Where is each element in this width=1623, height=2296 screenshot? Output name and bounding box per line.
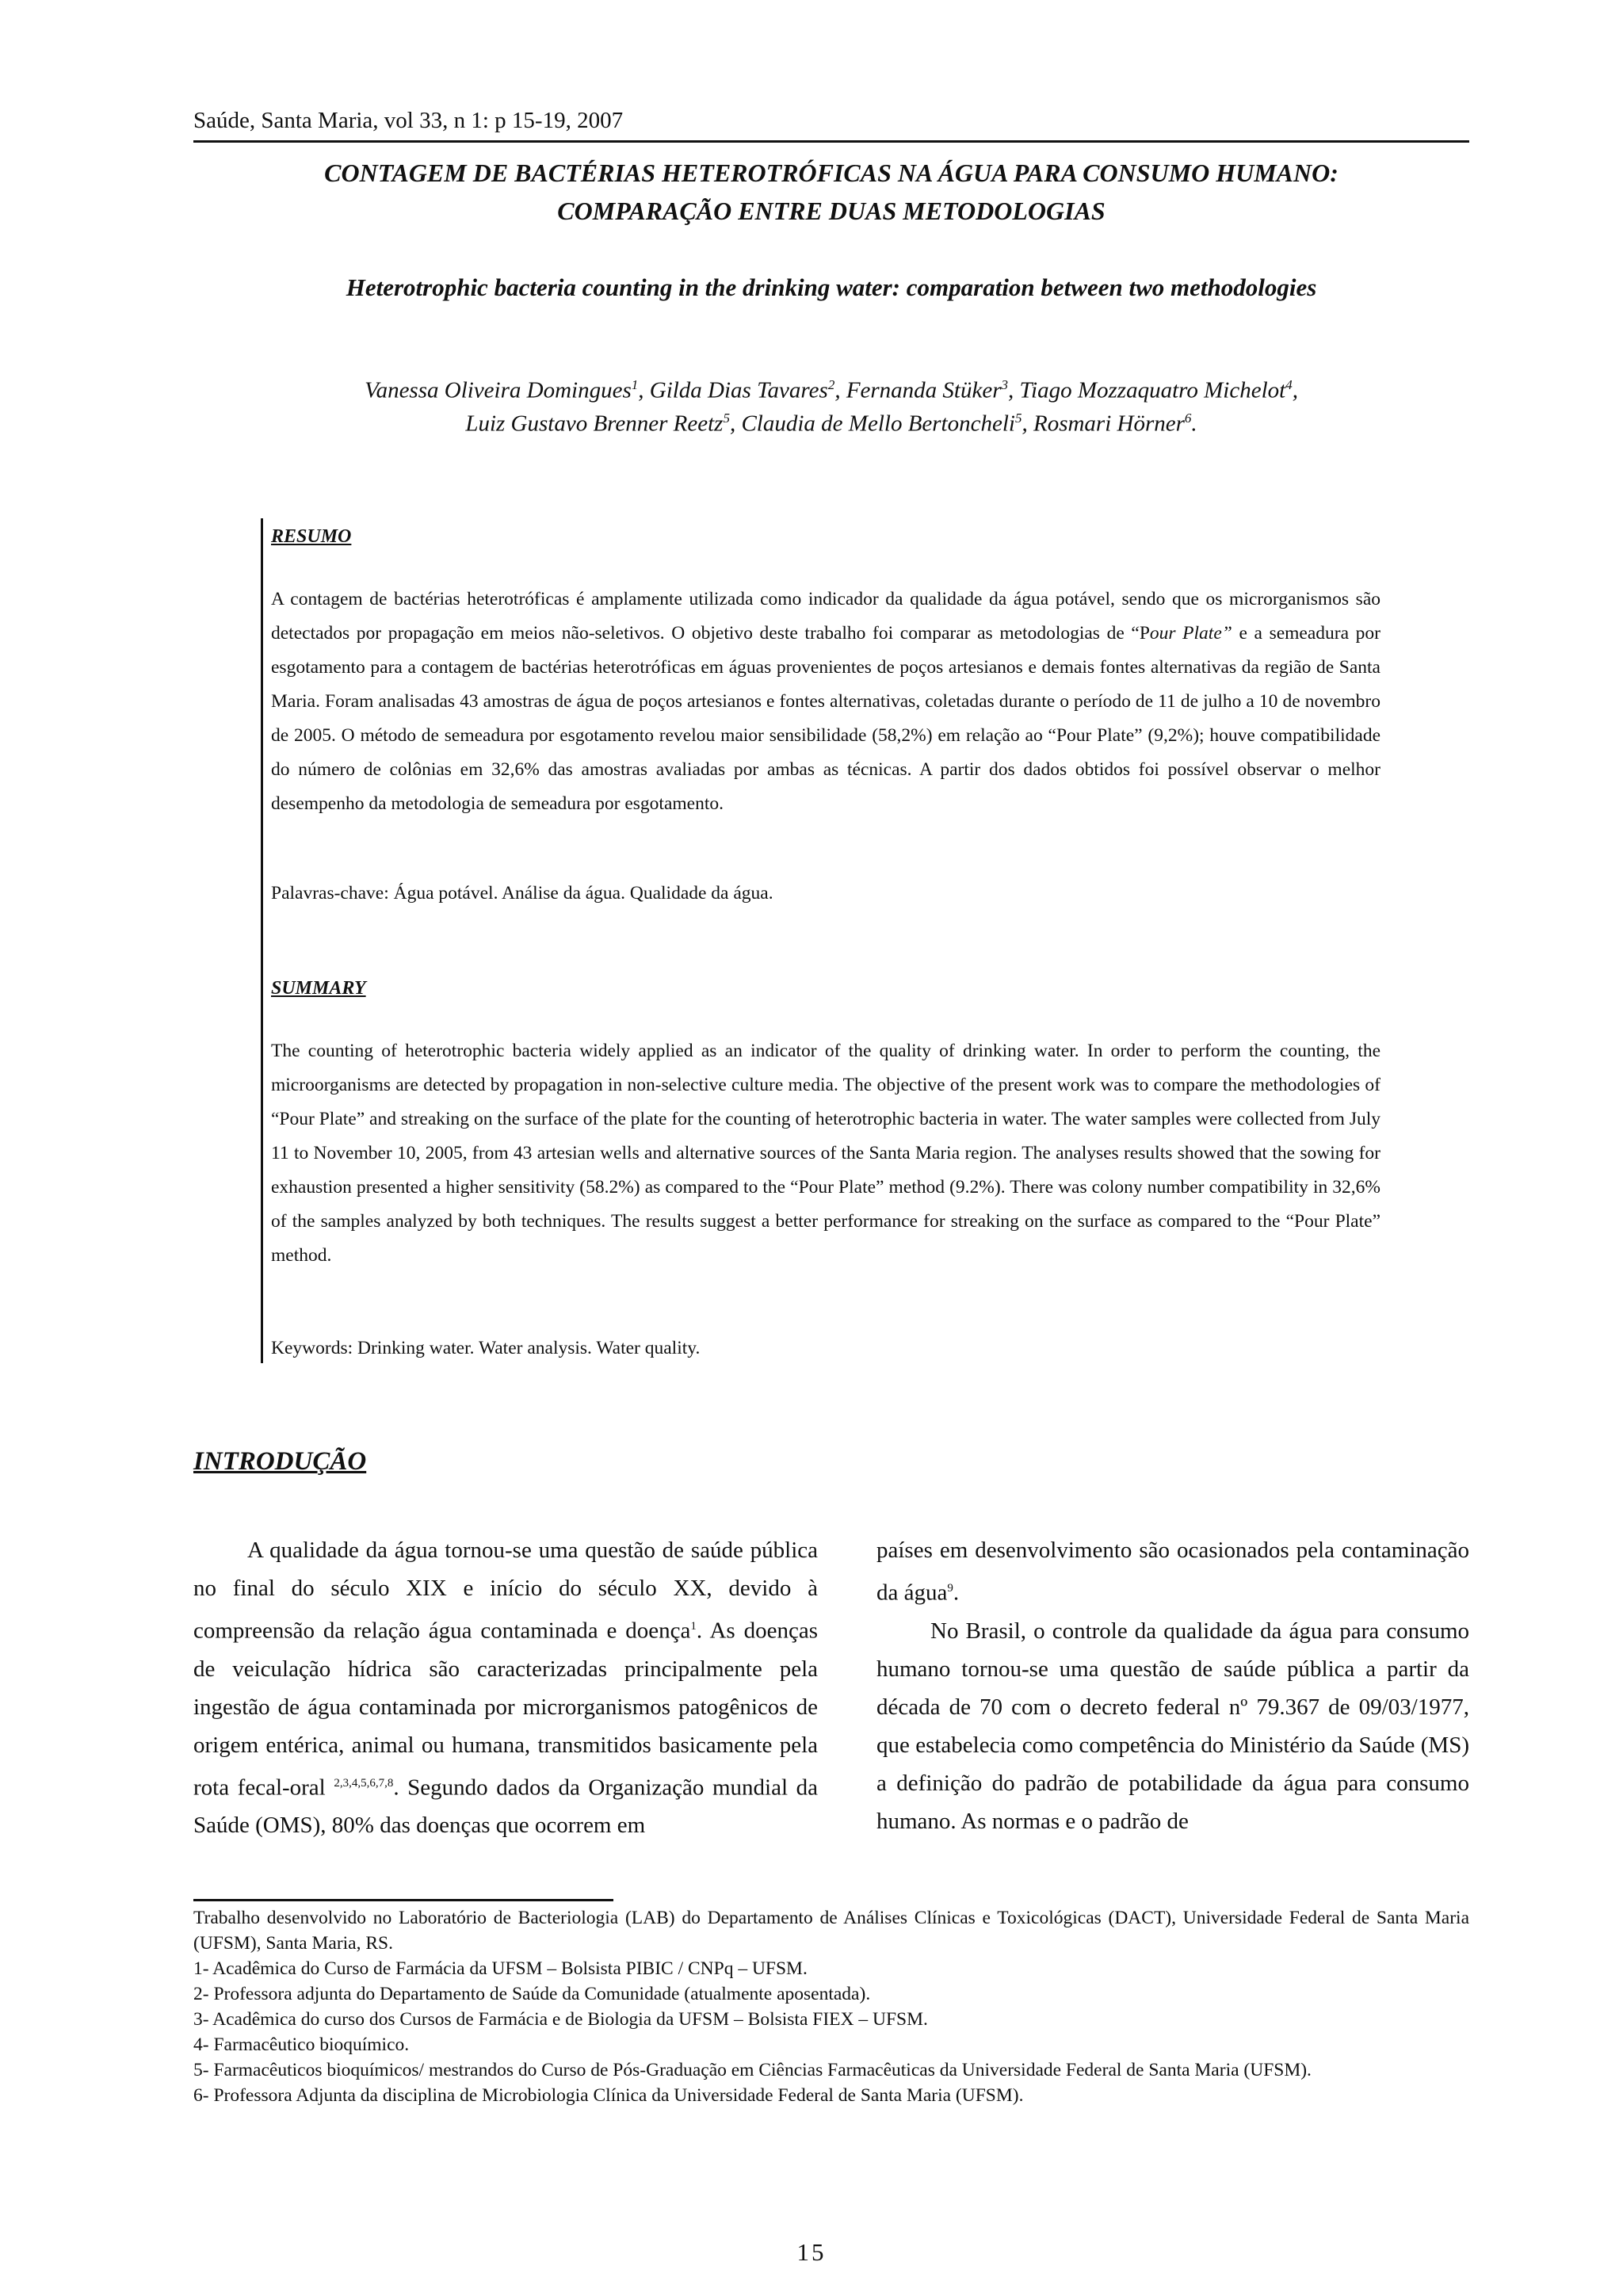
author-separator: ,: [1022, 411, 1033, 437]
citation-ref: 2,3,4,5,6,7,8: [334, 1776, 394, 1790]
footnote: Trabalho desenvolvido no Laboratório de Bacteriologia (LAB) do Departamento de Análises Clínicas e Toxicológicas (DACT), Universidade Federal de Santa Maria (UFSM), Santa Maria, RS.: [193, 1908, 1469, 1954]
footnote: 6- Professora Adjunta da disciplina de Microbiologia Clínica da Universidade Federal de Santa Maria (UFSM).: [193, 2085, 1024, 2106]
footnote: 2- Professora adjunta do Departamento de Saúde da Comunidade (atualmente aposentada).: [193, 1984, 871, 2004]
resumo-text: [271, 583, 1381, 821]
introducao-heading: INTRODUÇÃO: [193, 1447, 367, 1476]
author-name: Tiago Mozzaquatro Michelot: [1019, 377, 1286, 403]
author-affiliation: 5: [1014, 411, 1022, 426]
author-separator: ,: [638, 377, 650, 403]
author-separator: .: [1191, 411, 1197, 437]
intro-paragraph: [876, 1531, 1469, 1612]
author-affiliation: 2: [827, 377, 835, 392]
footnote: 5- Farmacêuticos bioquímicos/ mestrandos do Curso de Pós-Graduação em Ciências Farmacêuticas da Universidade Federal de Santa Maria (UFSM).: [193, 2060, 1312, 2080]
citation-ref: 1: [690, 1620, 697, 1633]
author-name: Gilda Dias Tavares: [649, 377, 828, 403]
citation-ref: 9: [947, 1582, 953, 1595]
summary-heading: SUMMARY: [271, 978, 366, 999]
intro-paragraph: [193, 1531, 818, 1844]
header-rule: [193, 140, 1469, 143]
resumo-text-part: e a semeadura por esgotamento para a contagem de bactérias heterotróficas em águas provenientes de poços artesianos e demais fontes alternativas da região de Santa Maria. Foram analisadas 43 amostras de água de poços artesianos e fontes alternativas, coletadas durante o período de 11 de julho a 10 de novembro de 2005. O método de semeadura por esgotamento revelou maior sensibilidade (58,2%) em relação ao “Pour Plate” (9,2%); houve compatibilidade do número de colônias em 32,6% das amostras avaliadas por ambas as técnicas. A partir dos dados obtidos foi possível observar o melhor desempenho da metodologia de semeadura por esgotamento.: [271, 623, 1381, 814]
resumo-keywords: Palavras-chave: Água potável. Análise da água. Qualidade da água.: [271, 883, 773, 904]
author-name: Vanessa Oliveira Domingues: [365, 377, 632, 403]
english-title: Heterotrophic bacteria counting in the drinking water: comparation between two methodologies: [346, 273, 1317, 301]
author-name: Claudia de Mello Bertoncheli: [741, 411, 1015, 437]
intro-text: países em desenvolvimento são ocasionados pela contaminação da água: [876, 1538, 1469, 1606]
intro-left-column: [193, 1531, 818, 1844]
footnote: 1- Acadêmica do Curso de Farmácia da UFSM – Bolsista PIBIC / CNPq – UFSM.: [193, 1958, 808, 1979]
footnote: 3- Acadêmica do curso dos Cursos de Farmácia e de Biologia da UFSM – Bolsista FIEX – UFSM.: [193, 2009, 928, 2030]
author-name: Luiz Gustavo Brenner Reetz: [465, 411, 724, 437]
summary-keywords: Keywords: Drinking water. Water analysis. Water quality.: [271, 1338, 701, 1358]
author-separator: ,: [1008, 377, 1020, 403]
intro-text: . Segundo dados da Organização mundial da Saúde (OMS), 80% das doenças que ocorrem em: [193, 1775, 818, 1839]
title-line-2: COMPARAÇÃO ENTRE DUAS METODOLOGIAS: [557, 197, 1106, 225]
author-separator: ,: [1292, 377, 1298, 403]
intro-text: . As doenças de veiculação hídrica são caracterizadas principalmente pela ingestão de água contaminada por microrganismos patogênicos de origem entérica, animal ou humana, transmitidos basicamente pela rota fecal-oral: [193, 1618, 819, 1801]
authors-line-1: [193, 377, 1469, 404]
title-line-1: CONTAGEM DE BACTÉRIAS HETEROTRÓFICAS NA ÁGUA PARA CONSUMO HUMANO:: [324, 159, 1338, 187]
author-name: Fernanda Stüker: [846, 377, 1002, 403]
resumo-text-part: A contagem de bactérias heterotróficas é amplamente utilizada como indicador da qualidade da água potável, sendo que os microrganismos são detectados por propagação em meios não-seletivos. O objetivo deste trabalho foi comparar as metodologias de “P: [271, 589, 1381, 644]
footnotes: [193, 1905, 1469, 2108]
journal-citation: Saúde, Santa Maria, vol 33, n 1: p 15-19, 2007: [193, 108, 624, 133]
author-separator: ,: [729, 411, 742, 437]
footnote: 4- Farmacêutico bioquímico.: [193, 2034, 410, 2055]
intro-right-column: [876, 1531, 1469, 1840]
intro-text: A qualidade da água tornou-se uma questão de saúde pública no final do século XIX e início do século XX, devido à compreensão da relação água contaminada e doença: [193, 1538, 818, 1644]
abstract-side-rule: [261, 518, 263, 1363]
author-affiliation: 4: [1285, 377, 1293, 392]
resumo-italic-term: our Plate”: [1149, 623, 1232, 644]
footnote-rule: [193, 1899, 613, 1901]
intro-paragraph: No Brasil, o controle da qualidade da água para consumo humano tornou-se uma questão de saúde pública a partir da década de 70 com o decreto federal nº 79.367 de 09/03/1977, que estabelecia como competência do Ministério da Saúde (MS) a definição do padrão de potabilidade da água para consumo humano. As normas e o padrão de: [876, 1618, 1469, 1834]
intro-text: .: [953, 1580, 960, 1606]
authors-line-2: [193, 411, 1469, 437]
author-affiliation: 1: [631, 377, 639, 392]
author-name: Rosmari Hörner: [1033, 411, 1185, 437]
summary-text: The counting of heterotrophic bacteria widely applied as an indicator of the quality of drinking water. In order to perform the counting, the microorganisms are detected by propagation in non-selective culture media. The objective of the present work was to compare the methodologies of “Pour Plate” and streaking on the surface of the plate for the counting of heterotrophic bacteria in water. The water samples were collected from July 11 to November 10, 2005, from 43 artesian wells and alternative sources of the Santa Maria region. The analyses results showed that the sowing for exhaustion presented a higher sensitivity (58.2%) as compared to the “Pour Plate” method (9.2%). There was colony number compatibility in 32,6% of the samples analyzed by both techniques. The results suggest a better performance for streaking on the surface as compared to the “Pour Plate” method.: [271, 1041, 1381, 1266]
author-affiliation: 5: [723, 411, 730, 426]
author-affiliation: 6: [1184, 411, 1192, 426]
author-affiliation: 3: [1001, 377, 1009, 392]
author-separator: ,: [834, 377, 846, 403]
page-number: 15: [796, 2238, 827, 2266]
resumo-heading: RESUMO: [271, 526, 352, 547]
